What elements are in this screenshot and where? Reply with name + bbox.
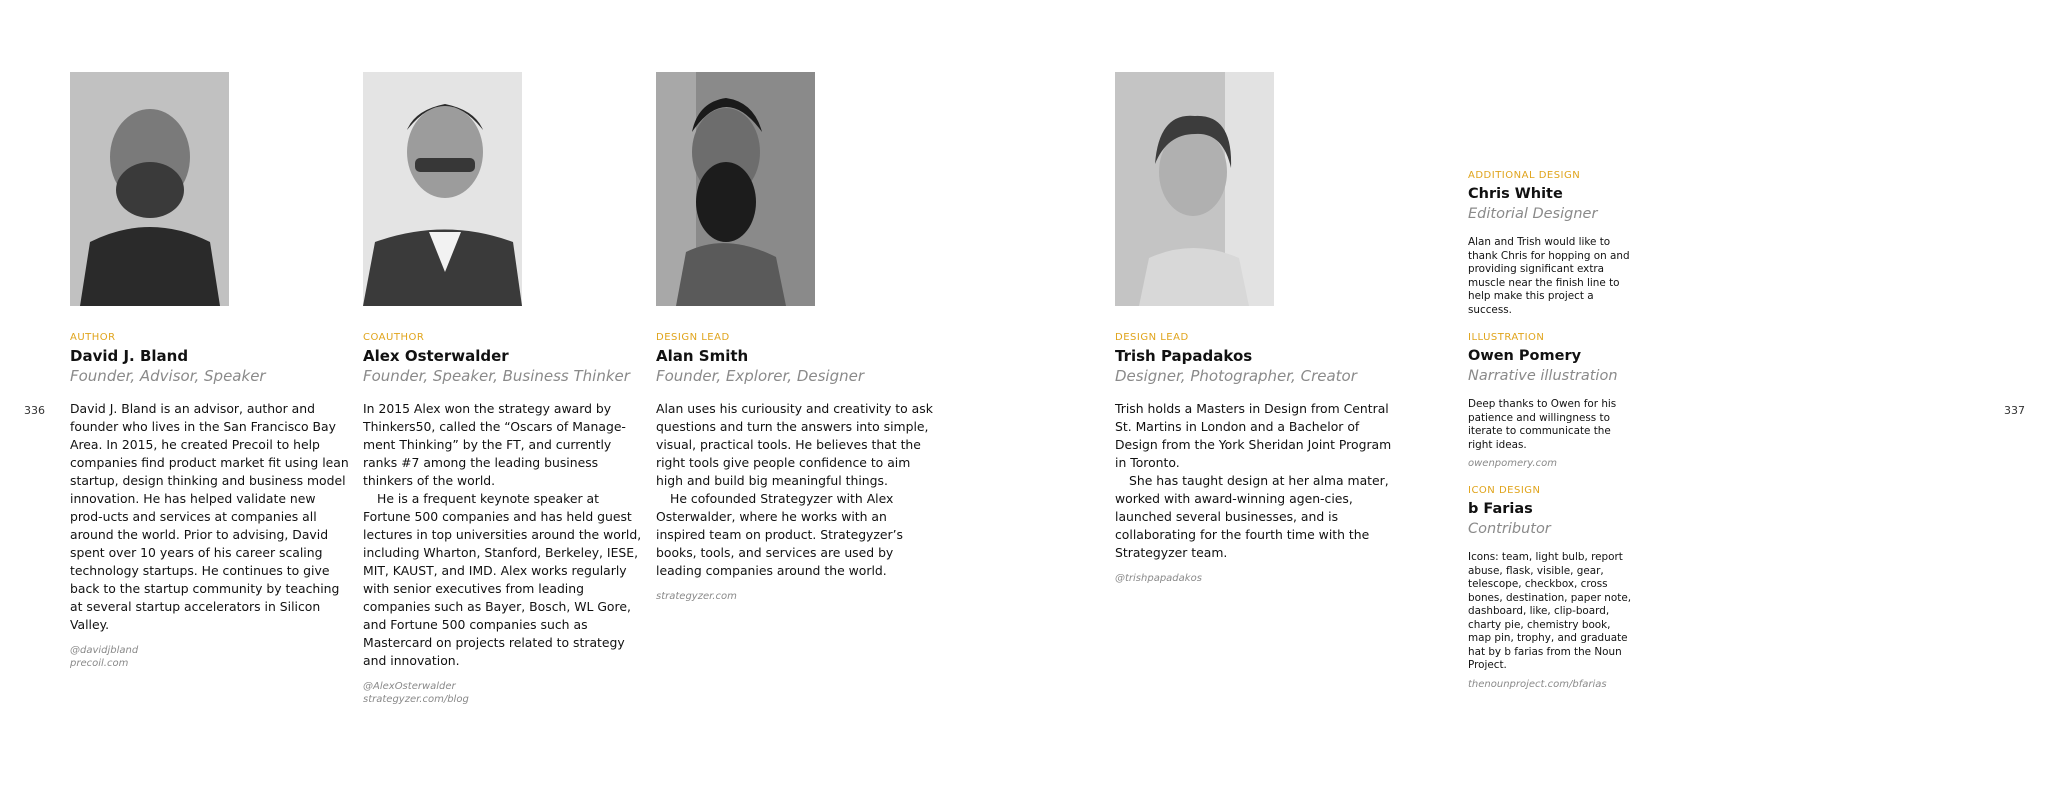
person-links [70, 644, 352, 670]
person-role: AUTHOR [70, 332, 116, 343]
credit-title: Contributor [1468, 521, 1551, 537]
credit-chris-white [1468, 169, 1632, 317]
website-link[interactable]: strategyzer.com [656, 591, 737, 602]
person-bio [70, 400, 352, 634]
credit-description: Alan and Trish would like to thank Chris for hopping on and providing significant extra muscle near the finish line to help make this project a success. [1468, 236, 1630, 316]
person-title: Founder, Advisor, Speaker [70, 367, 266, 385]
credit-role: ILLUSTRATION [1468, 332, 1545, 343]
person-trish-papadakos [1115, 331, 1397, 585]
bio-paragraph: In 2015 Alex won the strategy award by Thinkers50, called the “Oscars of Manage-ment Thinking” by the FT, and currently ranks #7 among the leading business thinkers of the world. [363, 401, 626, 488]
website-link[interactable]: owenpomery.com [1468, 458, 1557, 469]
bio-paragraph: Alan uses his curiousity and creativity to ask questions and turn the answers into simple, visual, practical tools. He believes that the right tools give people confidence to aim high and build big meaningful things. [656, 401, 933, 488]
person-bio [363, 400, 645, 670]
credit-description: Deep thanks to Owen for his patience and willingness to iterate to communicate the right ideas. [1468, 398, 1617, 451]
portrait-trish-papadakos [1115, 72, 1274, 306]
credit-b-farias [1468, 484, 1632, 691]
person-title: Founder, Explorer, Designer [656, 367, 865, 385]
credit-title: Editorial Designer [1468, 206, 1598, 222]
person-links [1115, 572, 1397, 585]
website-link[interactable]: strategyzer.com/blog [363, 694, 469, 705]
person-alan-smith [656, 331, 938, 603]
twitter-handle[interactable]: @davidjbland [70, 645, 139, 656]
website-link[interactable]: precoil.com [70, 658, 129, 669]
bio-paragraph: He cofounded Strategyzer with Alex Osterwalder, where he works with an inspired team on product. Strategyzer’s books, tools, and services are used by leading companies around the world. [656, 491, 904, 578]
bio-paragraph: Trish holds a Masters in Design from Central St. Martins in London and a Bachelor of Design from the York Sheridan Joint Program in Toronto. [1115, 401, 1392, 470]
person-links [656, 590, 938, 603]
portrait-alex-osterwalder [363, 72, 522, 306]
person-role: COAUTHOR [363, 332, 425, 343]
person-role: DESIGN LEAD [1115, 332, 1189, 343]
page-number-right: 337 [2004, 404, 2025, 417]
person-alex-osterwalder [363, 331, 645, 706]
bio-paragraph: He is a frequent keynote speaker at Fortune 500 companies and has held guest lectures in top universities around the world, including Wharton, Stanford, Berkeley, IESE, MIT, KAUST, and IMD. Alex works regularly with senior executives from leading companies such as Bayer, Bosch, WL Gore, and Fortune 500 companies such as Mastercard on projects related to strategy and innovation. [363, 491, 642, 668]
credit-role: ICON DESIGN [1468, 485, 1541, 496]
person-name: Alan Smith [656, 347, 749, 365]
bio-paragraph: She has taught design at her alma mater, worked with award-winning agen-cies, launched several businesses, and is collaborating for the fourth time with the Strategyzer team. [1115, 473, 1389, 560]
bio-paragraph: David J. Bland is an advisor, author and founder who lives in the San Francisco Bay Area. In 2015, he created Precoil to help companies find product market fit using lean startup, design thinking and business model innovation. He has helped validate new prod-ucts and services at companies all around the world. Prior to advising, David spent over 10 years of his career scaling technology startups. He continues to give back to the startup community by teaching at several startup accelerators in Silicon Valley. [70, 401, 349, 632]
person-name: Trish Papadakos [1115, 347, 1253, 365]
person-links [363, 680, 645, 706]
person-title: Designer, Photographer, Creator [1115, 367, 1357, 385]
person-bio [656, 400, 938, 580]
person-bio [1115, 400, 1397, 562]
person-role: DESIGN LEAD [656, 332, 730, 343]
portrait-david-bland [70, 72, 229, 306]
page-number-left: 336 [24, 404, 45, 417]
credit-name: Chris White [1468, 186, 1563, 202]
credit-title: Narrative illustration [1468, 368, 1618, 384]
twitter-handle[interactable]: @AlexOsterwalder [363, 681, 456, 692]
person-name: Alex Osterwalder [363, 347, 509, 365]
credit-description: Icons: team, light bulb, report abuse, flask, visible, gear, telescope, checkbox, cross bones, destination, paper note, dashboard, like, clip-board, charty pie, chemistry book, map pin, trophy, and graduate hat by b farias from the Noun Project. [1468, 551, 1632, 671]
person-title: Founder, Speaker, Business Thinker [363, 367, 630, 385]
credit-role: ADDITIONAL DESIGN [1468, 170, 1581, 181]
portrait-alan-smith [656, 72, 815, 306]
person-name: David J. Bland [70, 347, 189, 365]
person-david-bland [70, 331, 352, 670]
twitter-handle[interactable]: @trishpapadakos [1115, 573, 1202, 584]
credit-owen-pomery [1468, 331, 1632, 470]
website-link[interactable]: thenounproject.com/bfarias [1468, 678, 1607, 690]
credit-name: Owen Pomery [1468, 348, 1582, 364]
credit-name: b Farias [1468, 501, 1533, 517]
